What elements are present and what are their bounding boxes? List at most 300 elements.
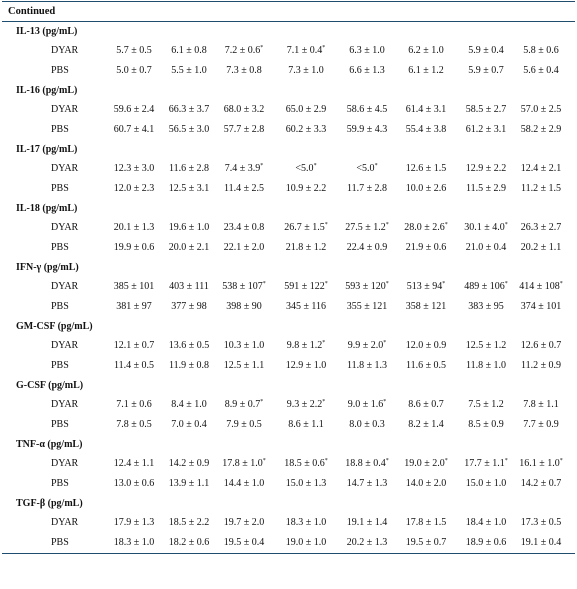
table-cell [276, 356, 336, 376]
cell-value: 6.6 ± 1.3 [349, 65, 385, 76]
significance-marker: * [383, 340, 387, 346]
cell-value: 68.0 ± 3.2 [223, 104, 265, 115]
cell-value: 17.7 ± 1.1 [464, 458, 505, 469]
cell-value: 9.0 ± 1.6 [347, 399, 384, 410]
row-label: DYAR [51, 399, 79, 410]
cell-value: 5.8 ± 0.6 [523, 45, 559, 56]
cell-value: 6.1 ± 0.8 [171, 45, 207, 56]
table-row [2, 41, 575, 61]
cell-value: 12.9 ± 1.0 [285, 360, 327, 371]
table-cell [511, 61, 571, 81]
significance-marker: * [504, 458, 508, 464]
table-cell [396, 533, 456, 553]
row-label: DYAR [51, 340, 79, 351]
cell-value: 7.8 ± 1.1 [523, 399, 559, 410]
cell-value: 14.4 ± 1.0 [223, 478, 265, 489]
table-cell [159, 100, 219, 120]
table-cell [214, 513, 274, 533]
cell-value: 18.4 ± 1.0 [465, 517, 507, 528]
table-cell [159, 238, 219, 258]
cell-value: <5.0 [295, 163, 314, 174]
table-cell [104, 120, 164, 140]
cell-value: 22.4 ± 0.9 [346, 242, 388, 253]
cell-value: 59.6 ± 2.4 [113, 104, 155, 115]
cell-value: 11.8 ± 1.3 [346, 360, 388, 371]
table-cell [104, 513, 164, 533]
cell-value: 19.6 ± 1.0 [168, 222, 210, 233]
cell-value: 591 ± 122 [284, 281, 325, 292]
cell-value: 60.2 ± 3.3 [285, 124, 327, 135]
cell-value: 59.9 ± 4.3 [346, 124, 388, 135]
cell-value: 12.3 ± 3.0 [113, 163, 155, 174]
cell-value: 6.2 ± 1.0 [408, 45, 444, 56]
significance-marker: * [385, 222, 389, 228]
significance-marker: * [385, 281, 389, 287]
table-cell [276, 159, 336, 179]
table-cell [337, 61, 397, 81]
table-cell [276, 474, 336, 494]
significance-marker: * [383, 399, 387, 405]
cell-value: 61.2 ± 3.1 [465, 124, 507, 135]
cell-value: 17.9 ± 1.3 [113, 517, 155, 528]
table-cell [511, 513, 571, 533]
table-cell [456, 297, 516, 317]
table-cell [159, 297, 219, 317]
table-row [2, 218, 575, 238]
row-label: DYAR [51, 517, 79, 528]
cell-value: <5.0 [356, 163, 375, 174]
table-row [2, 336, 575, 356]
cell-value: 7.3 ± 1.0 [288, 65, 324, 76]
table-cell [511, 238, 571, 258]
table-row [2, 277, 575, 297]
cell-value: 5.5 ± 1.0 [171, 65, 207, 76]
table-cell [396, 100, 456, 120]
significance-marker: * [322, 399, 326, 405]
cell-value: 377 ± 98 [171, 301, 207, 312]
table-cell [159, 336, 219, 356]
row-label: DYAR [51, 45, 79, 56]
table-cell [511, 159, 571, 179]
table-cell [159, 454, 219, 474]
table-cell [159, 395, 219, 415]
table-cell [456, 533, 516, 553]
table-row [2, 61, 575, 81]
cell-value: 7.4 ± 3.9 [224, 163, 261, 174]
significance-marker: * [374, 163, 378, 169]
table-cell [511, 277, 571, 297]
table-body [2, 22, 575, 553]
cell-value: 21.9 ± 0.6 [405, 242, 447, 253]
cell-value: 13.6 ± 0.5 [168, 340, 210, 351]
group-title: G-CSF (pg/mL) [16, 380, 84, 391]
cell-value: 8.2 ± 1.4 [408, 419, 444, 430]
group-title: IL-17 (pg/mL) [16, 144, 78, 155]
cell-value: 11.2 ± 0.9 [520, 360, 562, 371]
significance-marker: * [260, 45, 264, 51]
cell-value: 57.0 ± 2.5 [520, 104, 562, 115]
cell-value: 20.1 ± 1.3 [113, 222, 155, 233]
table-cell [104, 336, 164, 356]
cell-value: 12.9 ± 2.2 [465, 163, 507, 174]
table-cell [396, 395, 456, 415]
table-cell [276, 120, 336, 140]
table-cell [214, 179, 274, 199]
table-cell [396, 41, 456, 61]
table-cell [396, 238, 456, 258]
group-title: IL-16 (pg/mL) [16, 85, 78, 96]
table-cell [214, 336, 274, 356]
cell-value: 22.1 ± 2.0 [223, 242, 265, 253]
table-cell [214, 415, 274, 435]
table-row [2, 474, 575, 494]
cell-value: 56.5 ± 3.0 [168, 124, 210, 135]
cell-value: 403 ± 111 [169, 281, 209, 292]
cell-value: 5.6 ± 0.4 [523, 65, 559, 76]
table-cell [511, 454, 571, 474]
table-cell [214, 395, 274, 415]
significance-marker: * [385, 458, 389, 464]
table-cell [511, 415, 571, 435]
table-cell [396, 120, 456, 140]
cell-value: 7.5 ± 1.2 [468, 399, 504, 410]
cell-value: 593 ± 120 [345, 281, 386, 292]
cell-value: 65.0 ± 2.9 [285, 104, 327, 115]
cell-value: 8.5 ± 0.9 [468, 419, 504, 430]
significance-marker: * [262, 458, 266, 464]
table-cell [396, 179, 456, 199]
cell-value: 8.6 ± 1.1 [288, 419, 324, 430]
table-cell [214, 297, 274, 317]
table-cell [104, 41, 164, 61]
table-cell [214, 454, 274, 474]
significance-marker: * [442, 281, 446, 287]
table-cell [337, 395, 397, 415]
table-cell [337, 238, 397, 258]
table-cell [337, 218, 397, 238]
table-cell [396, 415, 456, 435]
table-cell [456, 120, 516, 140]
cell-value: 12.4 ± 2.1 [520, 163, 562, 174]
table-cell [159, 474, 219, 494]
cell-value: 355 ± 121 [346, 301, 388, 312]
cell-value: 14.2 ± 0.7 [520, 478, 562, 489]
cell-value: 12.6 ± 1.5 [405, 163, 447, 174]
cell-value: 66.3 ± 3.7 [168, 104, 210, 115]
cell-value: 12.5 ± 1.2 [465, 340, 507, 351]
table-cell [104, 61, 164, 81]
cell-value: 10.3 ± 1.0 [223, 340, 265, 351]
cell-value: 17.8 ± 1.0 [222, 458, 263, 469]
cell-value: 8.4 ± 1.0 [171, 399, 207, 410]
cell-value: 21.8 ± 1.2 [285, 242, 327, 253]
cell-value: 12.0 ± 0.9 [405, 340, 447, 351]
cell-value: 26.7 ± 1.5 [284, 222, 325, 233]
table-cell [337, 179, 397, 199]
cell-value: 345 ± 116 [285, 301, 327, 312]
significance-marker: * [260, 399, 264, 405]
table-cell [104, 454, 164, 474]
row-label: DYAR [51, 104, 79, 115]
cell-value: 11.2 ± 1.5 [520, 183, 562, 194]
table-cell [396, 513, 456, 533]
table-cell [159, 277, 219, 297]
table-cell [456, 159, 516, 179]
table-cell [214, 41, 274, 61]
table-cell [276, 415, 336, 435]
table-cell [456, 179, 516, 199]
table-cell [456, 415, 516, 435]
row-label: PBS [51, 478, 69, 489]
table-cell [337, 454, 397, 474]
cell-value: 20.2 ± 1.1 [520, 242, 562, 253]
cell-value: 18.9 ± 0.6 [465, 537, 507, 548]
cell-value: 538 ± 107 [222, 281, 263, 292]
table-cell [511, 533, 571, 553]
row-label: PBS [51, 65, 69, 76]
table-cell [276, 297, 336, 317]
table-row [2, 454, 575, 474]
cell-value: 10.9 ± 2.2 [285, 183, 327, 194]
table-cell [456, 61, 516, 81]
table-cell [214, 356, 274, 376]
cell-value: 6.3 ± 1.0 [349, 45, 385, 56]
significance-marker: * [262, 281, 266, 287]
table-cell [456, 41, 516, 61]
significance-marker: * [324, 458, 328, 464]
cell-value: 19.7 ± 2.0 [223, 517, 265, 528]
table-cell [276, 395, 336, 415]
cell-value: 60.7 ± 4.1 [113, 124, 155, 135]
cell-value: 6.1 ± 1.2 [408, 65, 444, 76]
table-cell [396, 277, 456, 297]
cell-value: 57.7 ± 2.8 [223, 124, 265, 135]
table-cell [104, 277, 164, 297]
table-row [2, 238, 575, 258]
cell-value: 11.6 ± 0.5 [405, 360, 447, 371]
cell-value: 20.0 ± 2.1 [168, 242, 210, 253]
table-cell [276, 533, 336, 553]
table-cell [104, 297, 164, 317]
table-cell [214, 61, 274, 81]
cell-value: 11.7 ± 2.8 [346, 183, 388, 194]
cell-value: 15.0 ± 1.0 [465, 478, 507, 489]
row-label: PBS [51, 537, 69, 548]
table-cell [456, 513, 516, 533]
table-row [2, 395, 575, 415]
table-cell [214, 218, 274, 238]
cell-value: 374 ± 101 [520, 301, 562, 312]
cell-value: 19.5 ± 0.7 [405, 537, 447, 548]
cell-value: 7.1 ± 0.6 [116, 399, 152, 410]
significance-marker: * [559, 281, 563, 287]
table-cell [456, 100, 516, 120]
significance-marker: * [444, 458, 448, 464]
table-cell [456, 454, 516, 474]
table-cell [276, 61, 336, 81]
table-row [2, 120, 575, 140]
table-cell [511, 100, 571, 120]
table-cell [511, 356, 571, 376]
table-cell [104, 100, 164, 120]
row-label: PBS [51, 360, 69, 371]
significance-marker: * [504, 222, 508, 228]
cell-value: 19.0 ± 1.0 [285, 537, 327, 548]
table-cell [276, 218, 336, 238]
cell-value: 10.0 ± 2.6 [405, 183, 447, 194]
table-cell [337, 356, 397, 376]
table-cell [104, 159, 164, 179]
table-cell [396, 61, 456, 81]
row-label: DYAR [51, 458, 79, 469]
significance-marker: * [324, 222, 328, 228]
table-cell [511, 218, 571, 238]
table-cell [456, 336, 516, 356]
table-cell [511, 395, 571, 415]
cell-value: 12.4 ± 1.1 [113, 458, 155, 469]
table-cell [456, 474, 516, 494]
table-cell [104, 474, 164, 494]
cytokine-table [2, 1, 575, 554]
cell-value: 7.2 ± 0.6 [224, 45, 261, 56]
cell-value: 8.6 ± 0.7 [408, 399, 444, 410]
table-cell [276, 513, 336, 533]
cell-value: 9.8 ± 1.2 [286, 340, 323, 351]
table-cell [159, 41, 219, 61]
cell-value: 18.8 ± 0.4 [345, 458, 386, 469]
table-cell [159, 415, 219, 435]
table-row [2, 100, 575, 120]
cell-value: 27.5 ± 1.2 [345, 222, 386, 233]
cell-value: 17.8 ± 1.5 [405, 517, 447, 528]
cell-value: 23.4 ± 0.8 [223, 222, 265, 233]
row-label: PBS [51, 124, 69, 135]
table-cell [511, 41, 571, 61]
cell-value: 15.0 ± 1.3 [285, 478, 327, 489]
significance-marker: * [324, 281, 328, 287]
group-title: TGF-β (pg/mL) [16, 498, 83, 509]
row-label: DYAR [51, 281, 79, 292]
table-cell [276, 336, 336, 356]
table-cell [104, 356, 164, 376]
table-cell [159, 513, 219, 533]
cell-value: 12.5 ± 1.1 [223, 360, 265, 371]
table-cell [511, 179, 571, 199]
cell-value: 19.0 ± 2.0 [404, 458, 445, 469]
group-title: TNF-α (pg/mL) [16, 439, 83, 450]
cell-value: 58.2 ± 2.9 [520, 124, 562, 135]
cell-value: 30.1 ± 4.0 [464, 222, 505, 233]
table-cell [396, 297, 456, 317]
cell-value: 7.7 ± 0.9 [523, 419, 559, 430]
cell-value: 8.0 ± 0.3 [349, 419, 385, 430]
cell-value: 383 ± 95 [468, 301, 504, 312]
table-cell [337, 41, 397, 61]
cell-value: 5.9 ± 0.4 [468, 45, 504, 56]
cell-value: 13.0 ± 0.6 [113, 478, 155, 489]
significance-marker: * [559, 458, 563, 464]
significance-marker: * [322, 340, 326, 346]
cell-value: 19.9 ± 0.6 [113, 242, 155, 253]
cell-value: 20.2 ± 1.3 [346, 537, 388, 548]
table-cell [276, 454, 336, 474]
table-cell [214, 277, 274, 297]
cell-value: 11.4 ± 2.5 [223, 183, 265, 194]
cell-value: 16.1 ± 1.0 [519, 458, 560, 469]
cell-value: 12.6 ± 0.7 [520, 340, 562, 351]
table-cell [456, 356, 516, 376]
cell-value: 385 ± 101 [113, 281, 155, 292]
table-cell [337, 159, 397, 179]
significance-marker: * [444, 222, 448, 228]
cell-value: 18.5 ± 2.2 [168, 517, 210, 528]
table-cell [337, 513, 397, 533]
cell-value: 61.4 ± 3.1 [405, 104, 447, 115]
row-label: DYAR [51, 163, 79, 174]
table-row [2, 297, 575, 317]
cell-value: 9.9 ± 2.0 [347, 340, 384, 351]
table-row [2, 415, 575, 435]
significance-marker: * [260, 163, 264, 169]
table-cell [337, 277, 397, 297]
row-label: PBS [51, 183, 69, 194]
table-cell [456, 395, 516, 415]
cell-value: 14.7 ± 1.3 [346, 478, 388, 489]
cell-value: 17.3 ± 0.5 [520, 517, 562, 528]
table-row [2, 159, 575, 179]
cell-value: 11.9 ± 0.8 [168, 360, 210, 371]
table-cell [337, 100, 397, 120]
row-label: PBS [51, 419, 69, 430]
cell-value: 9.3 ± 2.2 [286, 399, 323, 410]
table-cell [337, 336, 397, 356]
table-row [2, 533, 575, 553]
cell-value: 5.0 ± 0.7 [116, 65, 152, 76]
table-cell [104, 238, 164, 258]
table-cell [159, 179, 219, 199]
table-cell [104, 533, 164, 553]
table-cell [337, 474, 397, 494]
table-cell [396, 336, 456, 356]
table-row [2, 179, 575, 199]
table-cell [511, 297, 571, 317]
cell-value: 19.1 ± 0.4 [520, 537, 562, 548]
group-title: IL-18 (pg/mL) [16, 203, 78, 214]
cell-value: 19.1 ± 1.4 [346, 517, 388, 528]
row-label: PBS [51, 242, 69, 253]
table-cell [396, 454, 456, 474]
table-cell [214, 120, 274, 140]
table-cell [104, 395, 164, 415]
cell-value: 8.9 ± 0.7 [224, 399, 261, 410]
cell-value: 14.2 ± 0.9 [168, 458, 210, 469]
table-cell [214, 474, 274, 494]
table-cell [276, 238, 336, 258]
cell-value: 12.1 ± 0.7 [113, 340, 155, 351]
table-cell [159, 159, 219, 179]
cell-value: 7.0 ± 0.4 [171, 419, 207, 430]
table-cell [104, 218, 164, 238]
table-cell [214, 238, 274, 258]
significance-marker: * [504, 281, 508, 287]
table-cell [396, 474, 456, 494]
cell-value: 5.9 ± 0.7 [468, 65, 504, 76]
table-cell [337, 297, 397, 317]
table-cell [159, 533, 219, 553]
cell-value: 28.0 ± 2.6 [404, 222, 445, 233]
table-cell [276, 100, 336, 120]
table-cell [104, 179, 164, 199]
